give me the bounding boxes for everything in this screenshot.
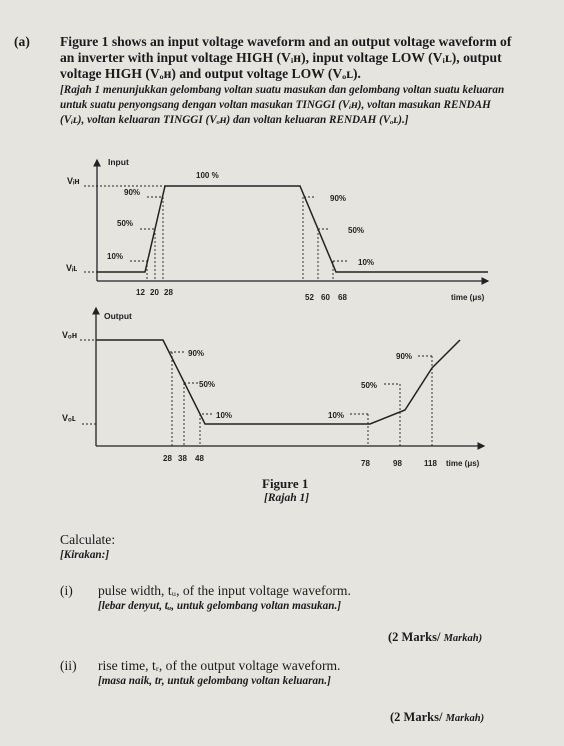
subq-ii-text: rise time, tᵣ, of the output voltage waveform. xyxy=(98,658,341,673)
subq-i-text: pulse width, tᵤ, of the input voltage waveform. xyxy=(98,583,351,598)
subq-ii-marks-malay: Markah) xyxy=(445,713,485,724)
output-vh-label: Vₒʜ xyxy=(62,330,78,340)
input-plot xyxy=(66,157,488,302)
malay-line-1: [Rajah 1 menunjukkan gelombang voltan suatu masukan dan gelombang voltan suatu keluaran xyxy=(60,84,505,96)
input-waveform xyxy=(97,186,488,272)
output-50-left-label: 50% xyxy=(199,380,216,389)
output-tick-28: 28 xyxy=(163,454,172,463)
subq-ii-number: (ii) xyxy=(60,658,77,673)
subq-i-marks-label: (2 Marks/ xyxy=(388,630,441,644)
output-tick-98: 98 xyxy=(393,459,402,468)
output-tick-48: 48 xyxy=(195,454,204,463)
input-title: Input xyxy=(108,157,129,167)
input-10-right-label: 10% xyxy=(358,258,375,267)
question-line-2: an inverter with input voltage HIGH (Vᵢʜ), input voltage LOW (Vᵢʟ), output xyxy=(60,50,502,65)
calculate-label: Calculate: xyxy=(60,532,116,547)
input-tick-68: 68 xyxy=(338,293,347,302)
subq-ii-marks xyxy=(390,710,484,725)
output-10-right-label: 10% xyxy=(328,411,345,420)
input-tick-20: 20 xyxy=(150,288,159,297)
output-10-left-label: 10% xyxy=(216,411,233,420)
figure-caption-malay: [Rajah 1] xyxy=(264,492,310,504)
output-title: Output xyxy=(104,311,132,321)
output-tick-118: 118 xyxy=(424,459,437,468)
subq-i-marks xyxy=(388,630,482,645)
output-vl-label: Vₒʟ xyxy=(62,413,76,423)
output-90-left-label: 90% xyxy=(188,349,205,358)
subq-ii-marks-label: (2 Marks/ xyxy=(390,710,443,724)
subq-ii-malay: [masa naik, tr, untuk gelombang voltan keluaran.] xyxy=(98,675,331,687)
subq-i-number: (i) xyxy=(60,583,73,598)
output-90-right-label: 90% xyxy=(396,352,413,361)
subq-i-marks-malay: Markah) xyxy=(443,633,483,644)
malay-line-2: untuk suatu penyongsang dengan voltan masukan TINGGI (Vᵢʜ), voltan masukan RENDAH xyxy=(60,99,491,111)
question-line-1: Figure 1 shows an input voltage waveform and an output voltage waveform of xyxy=(60,34,512,49)
question-line-3: voltage HIGH (Vₒʜ) and output voltage LOW (Vₒʟ). xyxy=(60,66,361,81)
output-50-right-label: 50% xyxy=(361,381,378,390)
input-10-left-label: 10% xyxy=(107,252,124,261)
input-tick-52: 52 xyxy=(305,293,314,302)
output-tick-78: 78 xyxy=(361,459,370,468)
output-tick-38: 38 xyxy=(178,454,187,463)
input-vh-label: Vᵢʜ xyxy=(67,176,80,186)
input-50-right-label: 50% xyxy=(348,226,365,235)
input-tick-12: 12 xyxy=(136,288,145,297)
calculate-malay: [Kirakan:] xyxy=(60,549,110,561)
input-tick-28: 28 xyxy=(164,288,173,297)
part-label: (a) xyxy=(14,34,30,49)
subq-i-malay: [lebar denyut, tᵤ, untuk gelombang voltan masukan.] xyxy=(98,600,341,612)
input-axis-label: time (μs) xyxy=(451,293,485,302)
input-tick-60: 60 xyxy=(321,293,330,302)
output-plot xyxy=(62,308,484,468)
input-100-label: 100 % xyxy=(196,171,219,180)
input-90-left-label: 90% xyxy=(124,188,141,197)
malay-line-3: (Vᵢʟ), voltan keluaran TINGGI (Vₒʜ) dan voltan keluaran RENDAH (Vₒʟ).] xyxy=(60,114,409,126)
output-axis-label: time (μs) xyxy=(446,459,480,468)
input-50-left-label: 50% xyxy=(117,219,134,228)
input-90-right-label: 90% xyxy=(330,194,347,203)
figure-caption: Figure 1 xyxy=(262,476,309,491)
input-vl-label: Vᵢʟ xyxy=(66,263,78,273)
